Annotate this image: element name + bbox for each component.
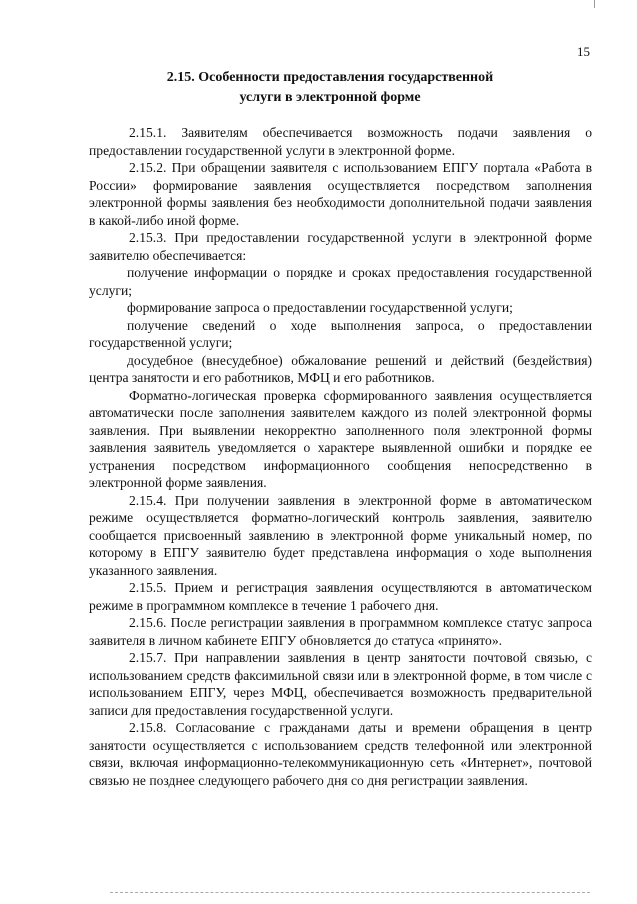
paragraph-2-15-6: 2.15.6. После регистрации заявления в программном комплексе статус запроса заявителя в личном кабинете ЕПГУ обновляется до статуса «принято». — [89, 615, 592, 648]
paragraph-2-15-3: 2.15.3. При предоставлении государственной услуги в электронной форме заявителю обеспечивается: — [89, 230, 592, 263]
section-title-line-1: 2.15. Особенности предоставления государственной — [166, 70, 494, 85]
paragraph-format-check: Форматно-логическая проверка сформированного заявления осуществляется автоматически после заполнения заявителем каждого из полей электронной формы заявления. При выявлении некорректно заполненного поля электронной формы заявления заявитель уведомляется о характере выявленной ошибки и порядке ее устранения посредством информационного сообщения непосредственно в электронной форме заявления. — [89, 387, 592, 490]
list-item-request: формирование запроса о предоставлении государственной услуги; — [127, 300, 513, 315]
paragraph-2-15-4: 2.15.4. При получении заявления в электронной форме в автоматическом режиме осуществляется форматно-логический контроль заявления, заявителю сообщается присвоенный заявлению в электронной форме уникальный номер, по которому в ЕПГУ заявителю будет представлена информация о ходе выполнения указанного заявления. — [89, 492, 592, 578]
list-item-info: получение информации о порядке и сроках предоставления государственной услуги; — [89, 265, 592, 298]
paragraph-2-15-8: 2.15.8. Согласование с гражданами даты и времени обращения в центр занятости осуществляется с использованием средств телефонной или электронной связи, включая информационно-телекоммуникационную сеть «Интернет», почтовой связью не позднее следующего рабочего дня со дня регистрации заявления. — [89, 720, 592, 788]
list-item-status: получение сведений о ходе выполнения запроса, о предоставлении государственной услуги; — [89, 317, 592, 350]
paragraph-2-15-2: 2.15.2. При обращении заявителя с использованием ЕПГУ портала «Работа в России» формирование заявления осуществляется посредством заполнения электронной формы заявления без необходимости дополнительной подачи заявления в какой-либо иной форме. — [89, 160, 592, 228]
page-number: 15 — [577, 44, 590, 59]
paragraph-2-15-5: 2.15.5. Прием и регистрация заявления осуществляются в автоматическом режиме в программном комплексе в течение 1 рабочего дня. — [89, 580, 592, 613]
page-bottom-rule — [110, 892, 590, 893]
paragraph-2-15-7: 2.15.7. При направлении заявления в центр занятости почтовой связью, с использованием средств факсимильной связи или в электронной форме, в том числе с использованием ЕПГУ, через МФЦ, обеспечивается возможность предварительной записи для предоставления государственной услуги. — [89, 650, 592, 718]
list-item-appeal: досудебное (внесудебное) обжалование решений и действий (бездействия) центра занятости и его работников, МФЦ и его работников. — [89, 352, 592, 385]
section-body — [89, 124, 592, 789]
section-title-line-2: услуги в электронной форме — [239, 90, 421, 105]
paragraph-2-15-1: 2.15.1. Заявителям обеспечивается возможность подачи заявления о предоставлении государственной услуги в электронной форме. — [89, 125, 592, 158]
scan-edge-mark — [594, 0, 595, 8]
section-title — [120, 68, 540, 108]
